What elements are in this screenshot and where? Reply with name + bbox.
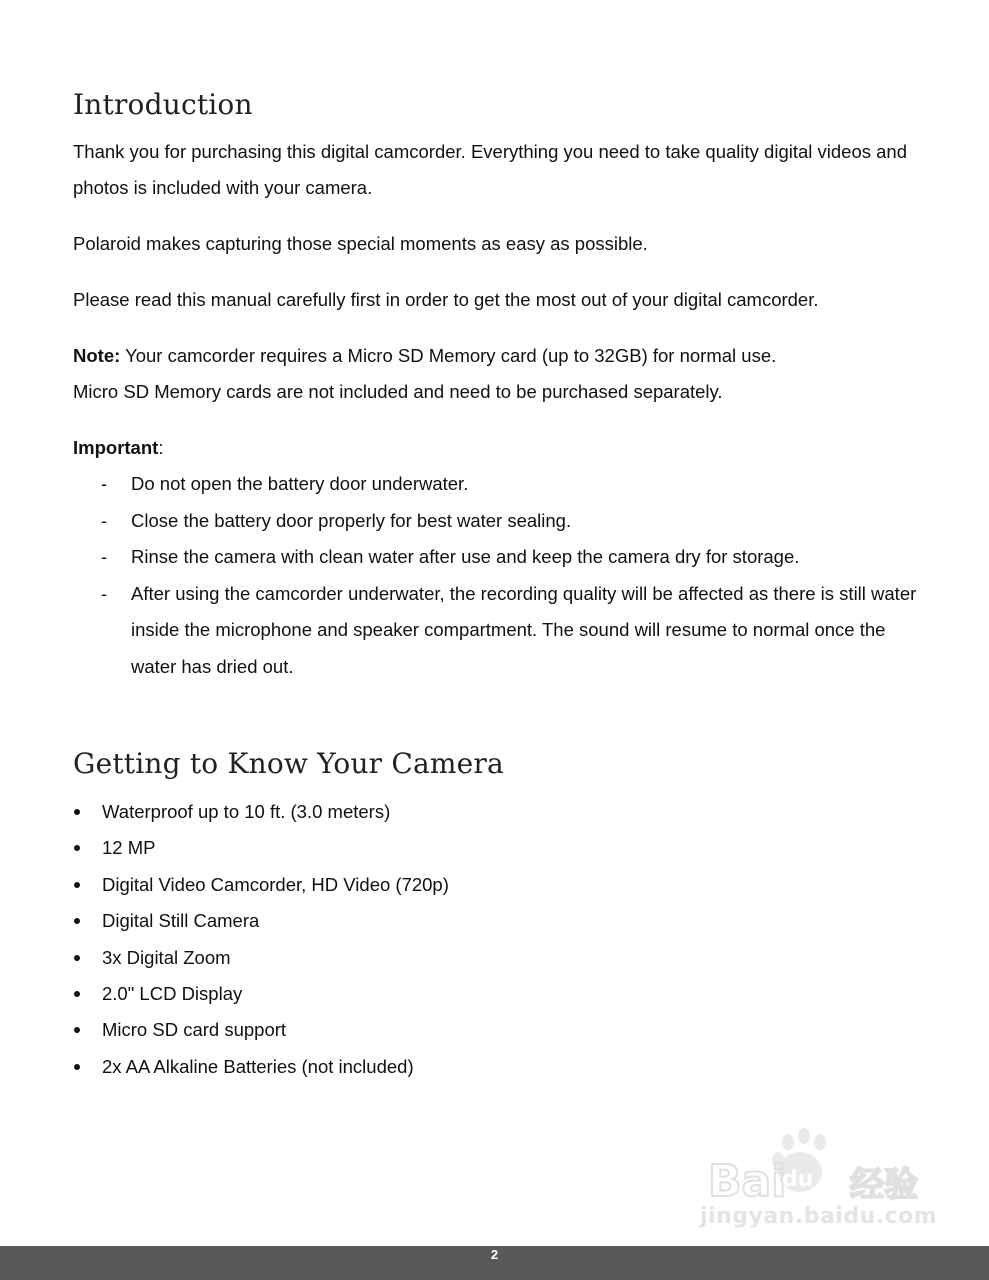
list-item: [73, 1012, 449, 1048]
list-item-text: 12 MP: [102, 837, 156, 859]
watermark-url: jingyan.baidu.com: [700, 1204, 938, 1229]
intro-paragraph-3: Please read this manual carefully first in order to get the most out of your digital camcorder.: [73, 289, 819, 310]
page-footer: [0, 1246, 989, 1280]
svg-text:经验: 经验: [850, 1165, 918, 1205]
note-label: Note:: [73, 345, 121, 366]
list-item-text: Rinse the camera with clean water after use and keep the camera dry for storage.: [131, 546, 800, 568]
important-label: Important: [73, 437, 159, 458]
list-item: [73, 503, 923, 540]
list-item: [73, 466, 923, 503]
list-item-text: 3x Digital Zoom: [102, 946, 231, 968]
important-list: [73, 466, 923, 686]
list-item-text: Digital Video Camcorder, HD Video (720p): [102, 873, 449, 895]
list-item-text: Waterproof up to 10 ft. (3.0 meters): [102, 801, 391, 822]
bullet-icon: [74, 991, 80, 997]
page-number: 2: [490, 1247, 499, 1262]
svg-text:Bai: Bai: [708, 1156, 787, 1207]
bullet-icon: [74, 1064, 80, 1070]
list-item-text: After using the camcorder underwater, the recording quality will be affected as there is still water inside the microphone and speaker compartment. The sound will resume to normal once the water has dried out.: [131, 582, 917, 677]
list-item: [73, 830, 449, 866]
list-item: [73, 1049, 449, 1085]
note-line-1: Your camcorder requires a Micro SD Memory card (up to 32GB) for normal use.: [120, 345, 777, 366]
list-item: [73, 976, 449, 1012]
important-colon: :: [158, 437, 164, 458]
bullet-icon: [74, 882, 80, 888]
list-item: [73, 940, 449, 976]
list-item: [73, 903, 449, 939]
dash-marker: -: [101, 582, 108, 604]
list-item-text: 2.0" LCD Display: [102, 983, 243, 1005]
list-item-text: Close the battery door properly for best water sealing.: [131, 509, 572, 531]
intro-paragraph-1: Thank you for purchasing this digital camcorder. Everything you need to take quality digital videos and photos is included with your camera.: [73, 141, 908, 198]
bullet-icon: [74, 955, 80, 961]
list-item-text: 2x AA Alkaline Batteries (not included): [102, 1055, 414, 1077]
note-paragraph: [73, 338, 923, 410]
svg-text:du: du: [782, 1167, 814, 1192]
getting-to-know-heading: Getting to Know Your Camera: [73, 747, 504, 780]
dash-marker: -: [101, 473, 108, 494]
bullet-icon: [74, 809, 80, 815]
introduction-heading: Introduction: [73, 88, 253, 121]
list-item: [73, 576, 923, 686]
bullet-icon: [74, 845, 80, 851]
dash-marker: -: [101, 509, 108, 531]
bullet-icon: [74, 1027, 80, 1033]
list-item: [73, 539, 923, 576]
list-item: [73, 794, 449, 830]
features-list: [73, 794, 449, 1085]
intro-paragraph-2: Polaroid makes capturing those special moments as easy as possible.: [73, 233, 648, 254]
list-item-text: Do not open the battery door underwater.: [131, 473, 469, 494]
dash-marker: -: [101, 546, 108, 568]
list-item: [73, 867, 449, 903]
bullet-icon: [74, 918, 80, 924]
baidu-watermark: [700, 1128, 938, 1243]
note-line-2: Micro SD Memory cards are not included and need to be purchased separately.: [73, 381, 723, 402]
list-item-text: Micro SD card support: [102, 1019, 287, 1041]
important-label-line: [73, 430, 923, 466]
list-item-text: Digital Still Camera: [102, 910, 260, 932]
